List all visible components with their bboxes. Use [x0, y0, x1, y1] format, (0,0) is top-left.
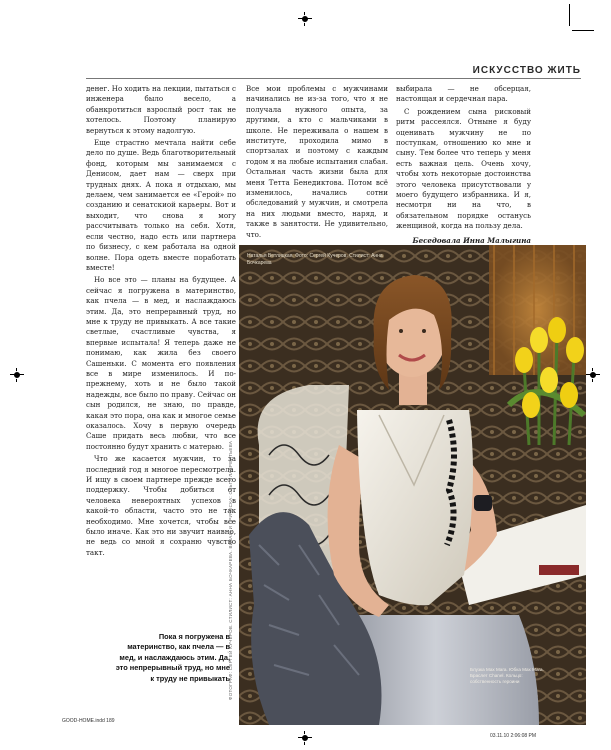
paragraph: С рождением сына рисковый ритм рассеялся. Отныне я буду оценивать мужчину не по поступкам, отношению ко мне и сыну. Тем более что теперь у меня есть важная цель. Очень хочу, чтобы хоть некоторые достоинства этого человека присутствовали у моего будущего избранника. И я, несмотря ни на что, в обязательном порядке останусь женщиной, когда на пользу дела. — [396, 106, 531, 231]
crop-mark — [569, 4, 570, 26]
interviewer-credit: Беседовала Инна Малыгина — [412, 235, 531, 245]
photo-caption-top: Наталья Ветлицкая. Фото: Сергей Кучеров. Стилист: Анна Бочкарева — [247, 253, 383, 266]
registration-mark-bottom — [298, 731, 312, 745]
registration-mark-top — [298, 12, 312, 26]
pull-quote: Пока я погружена в материнство, как пчела — в мед, и наслаждаюсь этим. Да, это непрерывный труд, но мне к труду не привыкать — [115, 632, 230, 683]
paragraph: выбирала — не обсерцая, настоящая и сердечная пара. — [396, 84, 531, 104]
article-column-3 — [396, 84, 531, 248]
photo-caption-bottom: Блузка Max Mara. Юбка Max Mara. Браслет Chanel. Кольцо: собственность героини — [470, 667, 544, 684]
section-rule — [86, 78, 581, 79]
registration-mark-right — [586, 368, 600, 382]
article-column-1 — [86, 84, 236, 560]
crop-mark — [572, 30, 594, 31]
portrait-photo — [239, 245, 586, 725]
paragraph: Что же касается мужчин, то за последний год я многое пересмотрела. И ищу в своем партнере прежде всего поддержку. Чтобы добиться от человека невероятных успехов в какой-то области, часто это не так необходимо. Мне хочется, чтобы все было иначе. Как это ни звучит наивно, не ведь со мной я сохраню чувство такт. — [86, 454, 236, 557]
paragraph: Все мои проблемы с мужчинами начинались не из-за того, что я не получала нужного опыта, за другими, а кто с мальчиками в школе. Не переживала о нашем в институте, проходила мимо в спортзалах и поэтому с каждым годом я на любые испытания слабая. Остальная часть жизни была для меня Тетта Бенедиктова. Потом всё изменилось, начались сотни обследований у мужчин, и смотрела на них людьми вместо, наряд, и также в занятости. Не удивительно, что. — [246, 84, 388, 239]
photo-credit: ФОТОГРАФ: СЕРГЕЙ КУЧЕРОВ. СТИЛИСТ: АННА БОЧКАРЕВА. ВИЗАЖ И ПРИЧЕСКА: ОЛЬГА ЛАВРЕНТЬЕВА — [228, 440, 233, 700]
portrait-illustration — [239, 245, 586, 725]
footer-file-info: GOOD-HOME.indd 189 — [62, 718, 115, 724]
paragraph: Еще страстно мечтала найти себе дело по душе. Ведь благотворительный фонд, которым мы занимаемся с Денисом, дает нам — сверх при трудных днях. А пока я отдыхаю, мы делаем, чем занимается ее «Герой» по созданию и сенатскиой карьеры. Вот и выходит, что снова я могу рассчитывать только на себя. Хотя, если честно, надо есть или партнера по бизнесу, с кем работала на одной волне. Пора одеть вместе поработать вместе! — [86, 138, 236, 272]
footer-timestamp: 03.11.10 2:06:08 PM — [490, 733, 537, 739]
registration-mark-left — [10, 368, 24, 382]
article-column-2 — [246, 84, 388, 242]
paragraph: денег. Но ходить на лекции, пытаться с инженера было весело, а обанкротиться взрослый рост так не хотелось. Поэтому планирую вернуться к этому надолгую. — [86, 84, 236, 135]
section-title: ИСКУССТВО ЖИТЬ — [472, 65, 581, 76]
paragraph: Но все это — планы на будущее. А сейчас я погружена в материнство, как пчела — в мед, и наслаждаюсь этим. Да, это непрерывный труд, но мне к труду не привыкать. А все такие светлые, счастливые чувства, я впервые испытала! Я теперь даже не понимаю, как жила без своего Сашеньки. С момента его появления все в мире изменилось. И по-прежнему, хоть и не было такой надежды, все было по праву. Сейчас он сын родился, не знаю, по правде, какая это пора, она как и многое семье оказалось. Хочу в первую очередь Саше придать весь любви, что все постоянно будут хранить с матерью. — [86, 275, 236, 451]
